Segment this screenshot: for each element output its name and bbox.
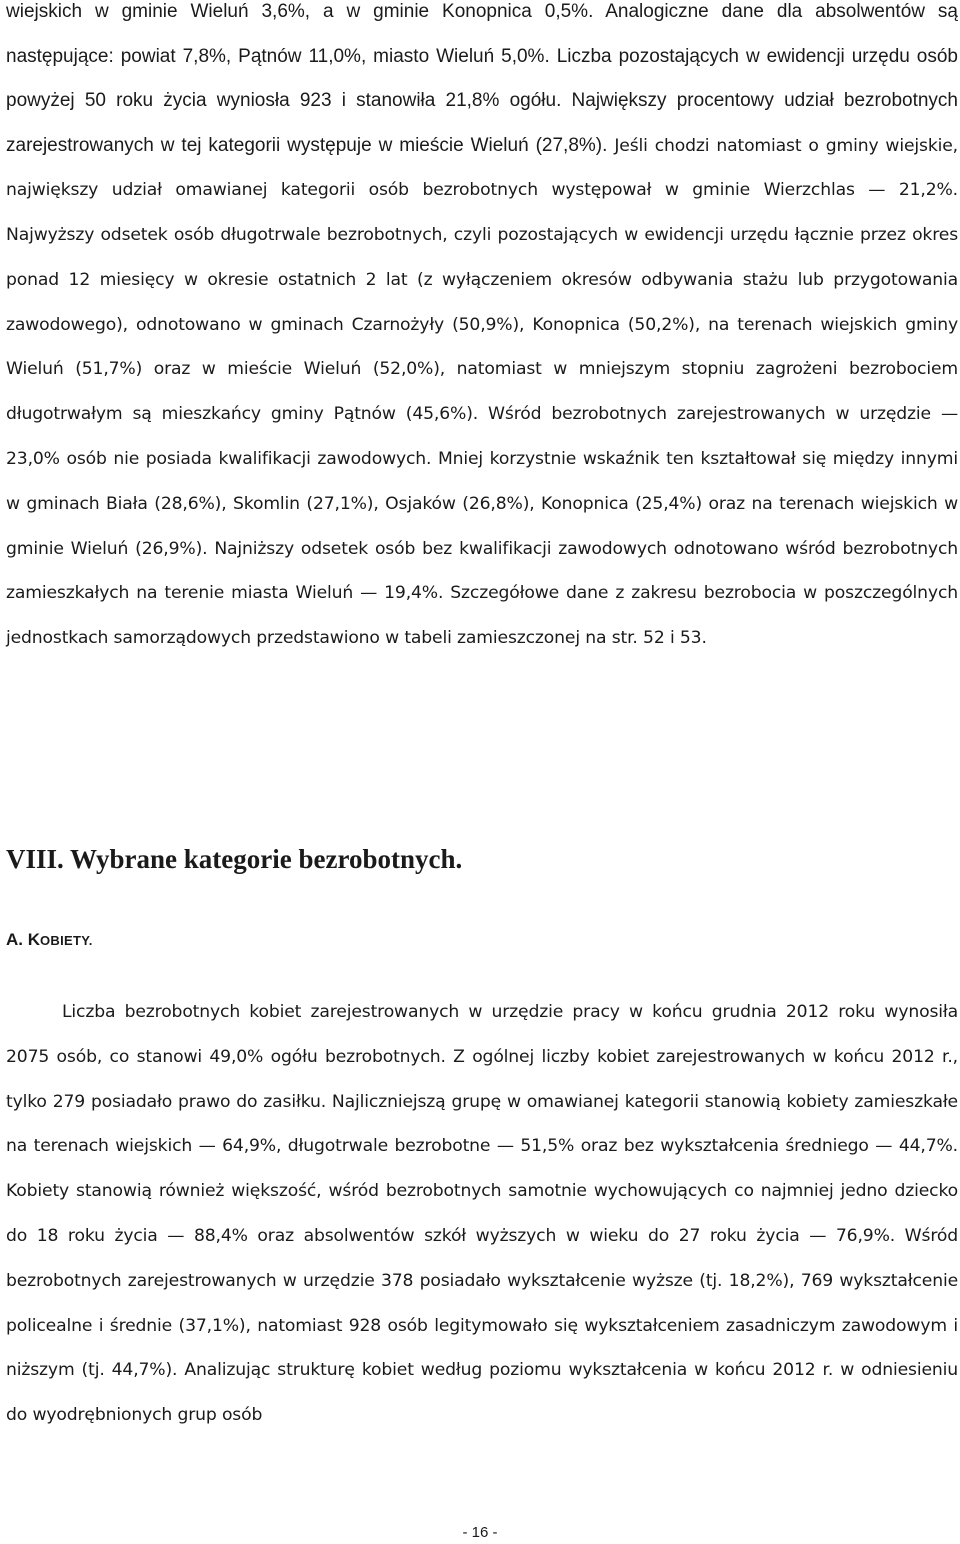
- section-heading: VIII. Wybrane kategorie bezrobotnych.: [6, 844, 463, 874]
- subsection-heading: [6, 930, 93, 950]
- subsection-heading-smallcaps: OBIETY.: [40, 933, 93, 948]
- paragraph-women-text: Liczba bezrobotnych kobiet zarejestrowanych w urzędzie pracy w końcu grudnia 2012 roku wynosiła 2075 osób, co stanowi 49,0% ogółu bezrobotnych. Z ogólnej liczby kobiet zarejestrowanych w końcu 2012 r., tylko 279 posiadało prawo do zasiłku. Najliczniejszą grupę w omawianej kategorii stanowią kobiety zamieszkałe na terenach wiejskich — 64,9%, długotrwale bezrobotne — 51,5% oraz bez wykształcenia średniego — 44,7%. Kobiety stanowią również większość, wśród bezrobotnych samotnie wychowujących co najmniej jedno dziecko do 18 roku życia — 88,4% oraz absolwentów szkół wyższych w wieku do 27 roku życia — 76,9%. Wśród bezrobotnych zarejestrowanych w urzędzie 378 posiadało wykształcenie wyższe (tj. 18,2%), 769 wykształcenie policealne i średnie (37,1%), natomiast 928 osób legitymowało się wykształceniem zasadniczym zawodowym i niższym (tj. 44,7%). Analizując strukturę kobiet według poziomu wykształcenia w końcu 2012 r. w odniesieniu do wyodrębnionych grup osób: [6, 1002, 958, 1426]
- paragraph-segment-calibri: Jeśli chodzi natomiast o gminy wiejskie, największy udział omawianej kategorii osób bezrobotnych występował w gminie Wierzchlas — 21,2%. Najwyższy odsetek osób długotrwale bezrobotnych, czyli pozostających w ewidencji urzędu łącznie przez okres ponad 12 miesięcy w okresie ostatnich 2 lat (z wyłączeniem okresów odbywania stażu lub przygotowania zawodowego), odnotowano w gminach Czarnożyły (50,9%), Konopnica (50,2%), na terenach wiejskich gminy Wieluń (51,7%) oraz w mieście Wieluń (52,0%), natomiast w mniejszym stopniu zagrożeni bezrobociem długotrwałym są mieszkańcy gminy Pątnów (45,6%). Wśród bezrobotnych zarejestrowanych w urzędzie — 23,0% osób nie posiada kwalifikacji zawodowych. Mniej korzystnie wskaźnik ten kształtował się między innymi w gminach Biała (28,6%), Skomlin (27,1%), Osjaków (26,8%), Konopnica (25,4%) oraz na terenach wiejskich w gminie Wieluń (26,9%). Najniższy odsetek osób bez kwalifikacji zawodowych odnotowano wśród bezrobotnych zamieszkałych na terenie miasta Wieluń — 19,4%. Szczegółowe dane z zakresu bezrobocia w poszczególnych jednostkach samorządowych przedstawiono w tabeli zamieszczonej na str. 52 i 53.: [6, 135, 958, 649]
- subsection-heading-letter: A. K: [6, 930, 40, 949]
- paragraph-women: [6, 990, 958, 1438]
- paragraph-segment-arial: wiejskich w gminie Wieluń 3,6%, a w gminie Konopnica 0,5%. Analogiczne dane dla absolwentów są następujące: powiat 7,8%, Pątnów 11,0%, miasto Wieluń 5,0%. Liczba pozostających w ewidencji urzędu osób powyżej 50 roku życia wyniosła 923 i stanowiła 21,8% ogółu. Największy procentowy udział bezrobotnych zarejestrowanych w tej kategorii występuje w mieście Wieluń (27,8%).: [6, 1, 958, 156]
- page-number: - 16 -: [462, 1524, 498, 1541]
- paragraph-unemployment-summary: [6, 0, 958, 661]
